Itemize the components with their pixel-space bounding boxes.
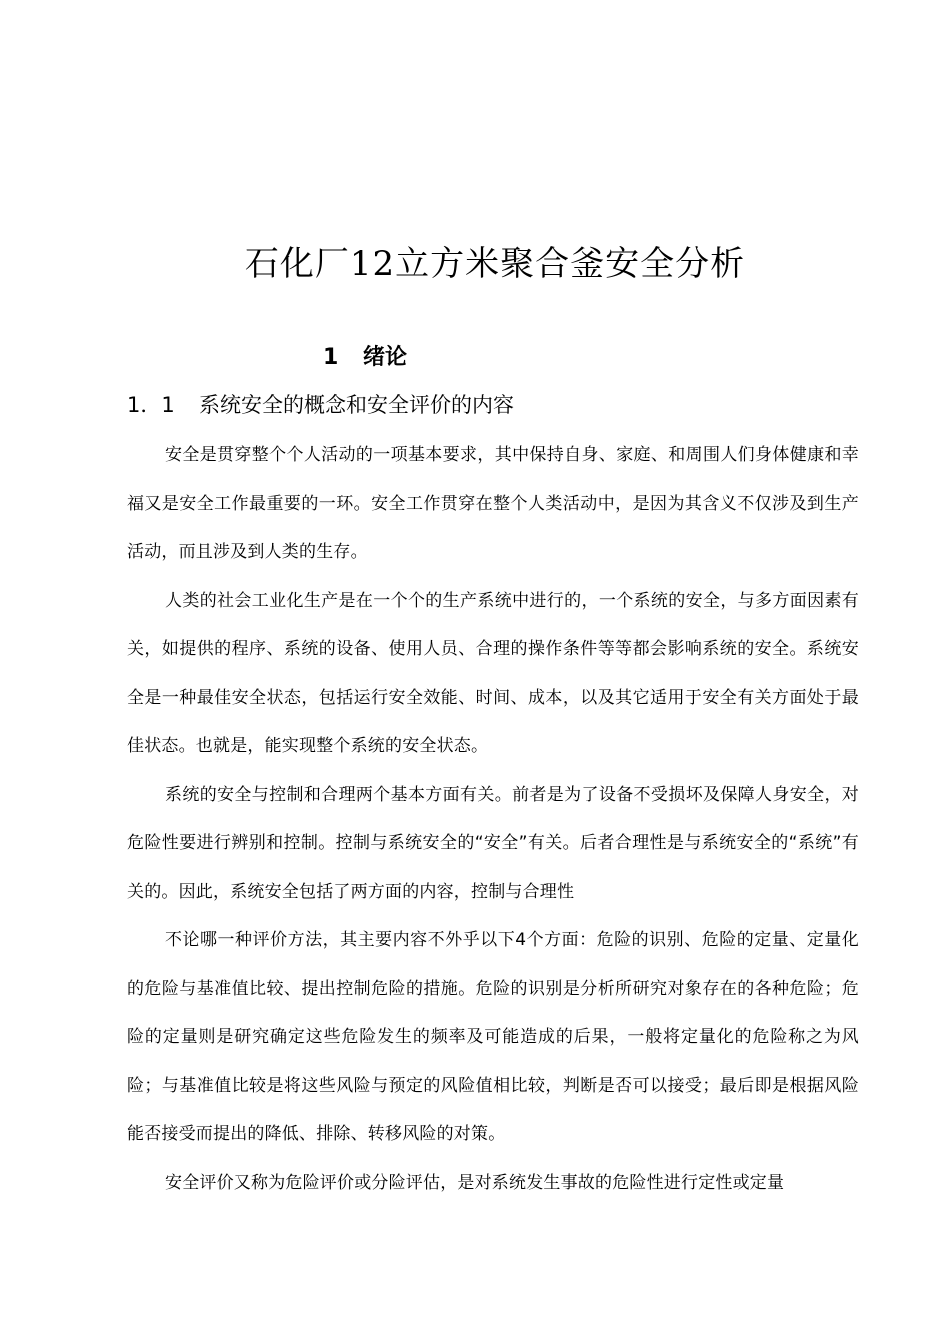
chapter-heading bbox=[323, 340, 407, 371]
chapter-title: 绪论 bbox=[363, 345, 408, 370]
paragraph: 不论哪一种评价方法，其主要内容不外乎以下4个方面：危险的识别、危险的定量、定量化的危险与基准值比较、提出控制危险的措施。危险的识别是分析所研究对象存在的各种危险；危险的定量则是研究确定这些危险发生的频率及可能造成的后果，一般将定量化的危险称之为风险；与基准值比较是将这些风险与预定的风险值相比较，判断是否可以接受；最后即是根据风险能否接受而提出的降低、排除、转移风险的对策。 bbox=[127, 930, 859, 1144]
section-number: 1．1 bbox=[127, 393, 175, 417]
body-text bbox=[127, 431, 859, 1207]
paragraph: 安全是贯穿整个个人活动的一项基本要求，其中保持自身、家庭、和周围人们身体健康和幸福又是安全工作最重要的一环。安全工作贯穿在整个人类活动中，是因为其含义不仅涉及到生产活动，而且涉及到人类的生存。 bbox=[127, 445, 859, 562]
section-heading bbox=[127, 389, 514, 419]
document-title: 石化厂12立方米聚合釜安全分析 bbox=[244, 244, 746, 284]
section-title: 系统安全的概念和安全评价的内容 bbox=[199, 393, 514, 417]
paragraph: 系统的安全与控制和合理两个基本方面有关。前者是为了设备不受损坏及保障人身安全，对危险性要进行辨别和控制。控制与系统安全的“安全”有关。后者合理性是与系统安全的“系统”有关的。因此，系统安全包括了两方面的内容，控制与合理性 bbox=[127, 784, 859, 902]
paragraph: 人类的社会工业化生产是在一个个的生产系统中进行的，一个系统的安全，与多方面因素有关，如提供的程序、系统的设备、使用人员、合理的操作条件等等都会影响系统的安全。系统安全是一种最佳安全状态，包括运行安全效能、时间、成本，以及其它适用于安全有关方面处于最佳状态。也就是，能实现整个系统的安全状态。 bbox=[127, 590, 859, 756]
paragraph: 安全评价又称为危险评价或分险评估，是对系统发生事故的危险性进行定性或定量 bbox=[165, 1172, 785, 1193]
chapter-number: 1 bbox=[323, 345, 339, 370]
